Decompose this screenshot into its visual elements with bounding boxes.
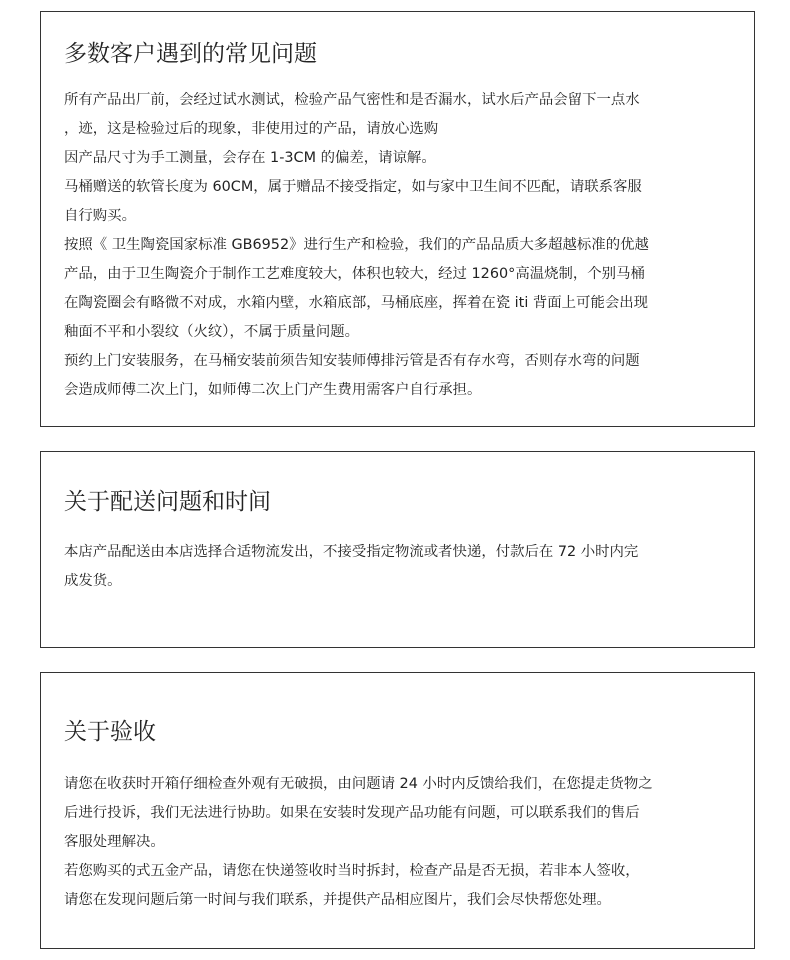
section-title: 关于配送问题和时间 <box>64 489 271 515</box>
body-line: 按照《 卫生陶瓷国家标准 GB6952》进行生产和检验，我们的产品品质大多超越标准的优越 <box>64 237 649 253</box>
faq-section-delivery <box>40 451 755 648</box>
body-line: ，迹，这是检验过后的现象，非使用过的产品，请放心选购 <box>64 121 439 137</box>
faq-section-acceptance <box>40 672 755 949</box>
body-line: 后进行投诉，我们无法进行协助。如果在安装时发现产品功能有问题，可以联系我们的售后 <box>64 805 640 821</box>
body-line: 成发货。 <box>64 573 122 589</box>
body-line: 在陶瓷圈会有略微不对成，水箱内壁，水箱底部，马桶底座，挥着在瓷 iti 背面上可能会出现 <box>64 295 649 311</box>
section-title: 多数客户遇到的常见问题 <box>64 41 317 67</box>
body-line: 客服处理解决。 <box>64 834 165 850</box>
faq-section-common-issues <box>40 11 755 427</box>
body-line: 因产品尺寸为手工测量，会存在 1-3CM 的偏差，请谅解。 <box>64 150 436 166</box>
body-line: 釉面不平和小裂纹（火纹），不属于质量问题。 <box>64 324 360 340</box>
body-line: 所有产品出厂前，会经过试水测试，检验产品气密性和是否漏水，试水后产品会留下一点水 <box>64 92 640 108</box>
body-line: 马桶赠送的软管长度为 60CM，属于赠品不接受指定，如与家中卫生间不匹配，请联系客服 <box>64 179 642 195</box>
section-body <box>64 770 744 915</box>
body-line: 预约上门安装服务，在马桶安装前须告知安装师傅排污管是否有存水弯，否则存水弯的问题 <box>64 353 640 369</box>
body-line: 产品，由于卫生陶瓷介于制作工艺难度较大，体积也较大，经过 1260°高温烧制，个别马桶 <box>64 266 645 282</box>
section-body <box>64 538 744 596</box>
body-line: 会造成师傅二次上门，如师傅二次上门产生费用需客户自行承担。 <box>64 382 482 398</box>
body-line: 本店产品配送由本店选择合适物流发出，不接受指定物流或者快递，付款后在 72 小时内完 <box>64 544 639 560</box>
body-line: 自行购买。 <box>64 208 136 224</box>
section-body <box>64 86 744 405</box>
body-line: 请您在收获时开箱仔细检查外观有无破损，由问题请 24 小时内反馈给我们，在您提走货物之 <box>64 776 653 792</box>
body-line: 若您购买的式五金产品，请您在快递签收时当时拆封，检查产品是否无损，若非本人签收， <box>64 863 640 879</box>
body-line: 请您在发现问题后第一时间与我们联系，并提供产品相应图片，我们会尽快帮您处理。 <box>64 892 611 908</box>
section-title: 关于验收 <box>64 719 156 745</box>
